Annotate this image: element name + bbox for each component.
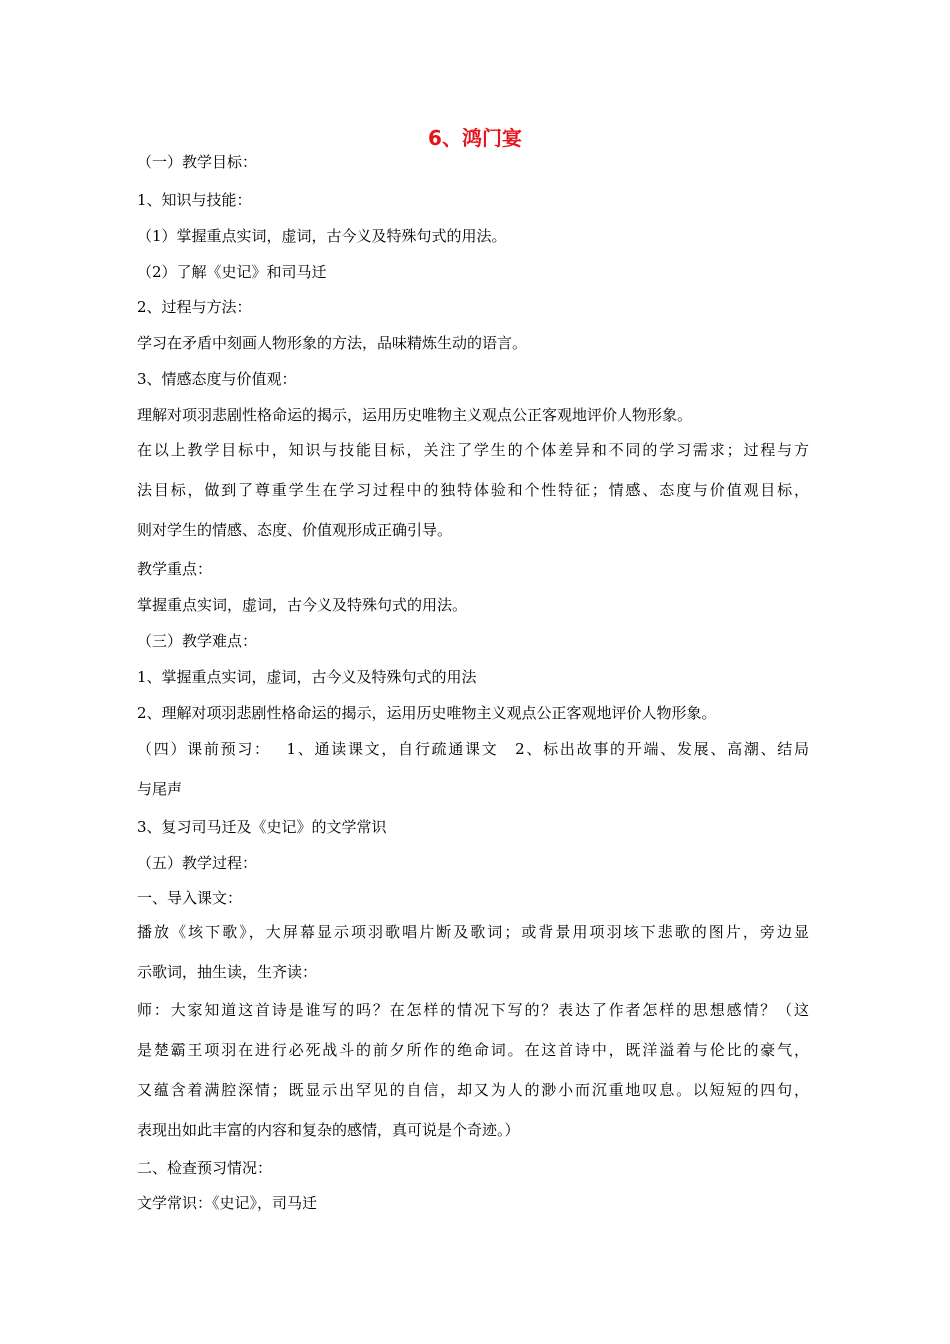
paragraph-line: 则对学生的情感、态度、价值观形成正确引导。 [137, 521, 453, 539]
preview-paragraph [137, 739, 809, 799]
section-heading-difficulties: （三）教学难点： [137, 632, 258, 650]
document-title: 6、鸿门宴 [428, 126, 522, 150]
paragraph-line: （四）课前预习： 1、通读课文，自行疏通课文 2、标出故事的开端、发展、高潮、结局 [137, 740, 809, 758]
preview-item-3: 3、复习司马迁及《史记》的文学常识 [137, 818, 387, 836]
paragraph-line: 在以上教学目标中，知识与技能目标，关注了学生的个体差异和不同的学习需求；过程与方 [137, 441, 809, 459]
key-points-text: 掌握重点实词，虚词，古今义及特殊句式的用法。 [137, 596, 468, 614]
paragraph-line: 与尾声 [137, 780, 183, 798]
paragraph-line: 表现出如此丰富的内容和复杂的感情，真可说是个奇迹。） [137, 1121, 520, 1139]
difficulty-item-1: 1、掌握重点实词，虚词，古今义及特殊句式的用法 [137, 668, 477, 686]
paragraph-line: 法目标，做到了尊重学生在学习过程中的独特体验和个性特征；情感、态度与价值观目标， [137, 481, 809, 499]
objective-item-2: （2）了解《史记》和司马迁 [137, 263, 327, 281]
paragraph-line: 播放《垓下歌》，大屏幕显示项羽歌唱片断及歌词；或背景用项羽垓下悲歌的图片，旁边显 [137, 923, 809, 941]
paragraph-line: 示歌词，抽生读，生齐读： [137, 963, 318, 981]
introduction-paragraph [137, 922, 809, 982]
paragraph-line: 又蕴含着满腔深情；既显示出罕见的自信，却又为人的渺小而沉重地叹息。以短短的四句， [137, 1081, 809, 1099]
process-method-text: 学习在矛盾中刻画人物形象的方法，品味精炼生动的语言。 [137, 334, 528, 352]
subheading-emotion-values: 3、情感态度与价值观： [137, 370, 297, 388]
objective-item-1: （1）掌握重点实词，虚词，古今义及特殊句式的用法。 [137, 227, 507, 245]
objectives-summary-paragraph [137, 440, 809, 540]
literary-knowledge-text: 文学常识：《史记》，司马迁 [137, 1194, 318, 1212]
subheading-process-method: 2、过程与方法： [137, 298, 252, 316]
section-heading-process: （五）教学过程： [137, 854, 258, 872]
subheading-knowledge-skills: 1、知识与技能： [137, 191, 252, 209]
step-heading-introduction: 一、导入课文： [137, 889, 243, 907]
section-heading-key-points: 教学重点： [137, 560, 213, 578]
step-heading-check-preview: 二、检查预习情况： [137, 1159, 273, 1177]
section-heading-objectives: （一）教学目标： [137, 153, 258, 171]
paragraph-line: 师：大家知道这首诗是谁写的吗？在怎样的情况下写的？表达了作者怎样的思想感情？（这 [137, 1001, 809, 1019]
teacher-paragraph [137, 1000, 809, 1140]
emotion-values-text: 理解对项羽悲剧性格命运的揭示，运用历史唯物主义观点公正客观地评价人物形象。 [137, 406, 693, 424]
paragraph-line: 是楚霸王项羽在进行必死战斗的前夕所作的绝命词。在这首诗中，既洋溢着与伦比的豪气， [137, 1041, 809, 1059]
difficulty-item-2: 2、理解对项羽悲剧性格命运的揭示，运用历史唯物主义观点公正客观地评价人物形象。 [137, 704, 717, 722]
